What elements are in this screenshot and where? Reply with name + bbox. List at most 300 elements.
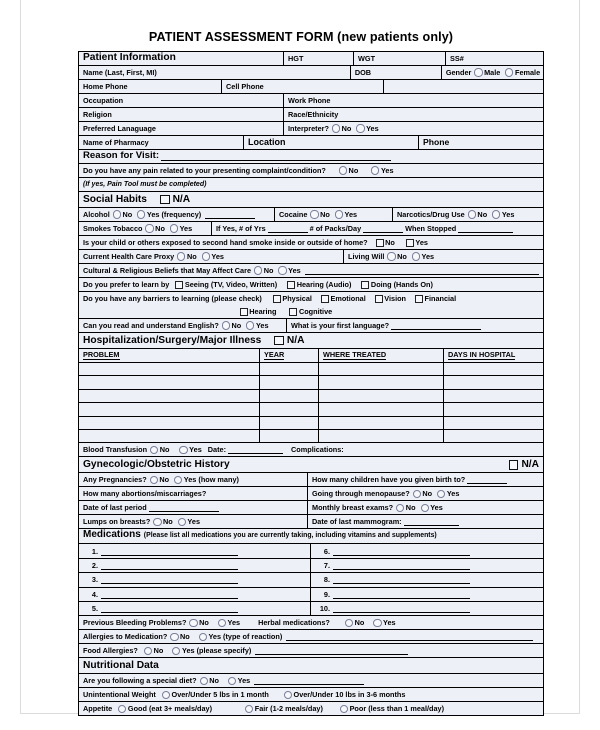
- breast-exams-field: [308, 501, 543, 514]
- cell-days[interactable]: [444, 390, 543, 402]
- cocaine-option-yes[interactable]: Yes: [332, 210, 357, 218]
- allergies-reaction-input[interactable]: [286, 632, 533, 641]
- radio-icon[interactable]: [437, 490, 445, 498]
- cell-days[interactable]: [444, 363, 543, 375]
- proxy-living-will-row: [79, 250, 543, 264]
- first-language-field: [287, 319, 543, 332]
- alcohol-option-yes[interactable]: Yes (frequency): [134, 210, 201, 218]
- medication-entry-5[interactable]: 5.: [79, 602, 311, 615]
- medication-input[interactable]: [101, 604, 238, 613]
- bleeding-label: Previous Bleeding Problems?: [83, 617, 187, 627]
- transfusion-date-input[interactable]: [228, 445, 283, 454]
- unintentional-weight-field: [79, 688, 543, 701]
- abortions-menopause-row: [79, 487, 543, 501]
- medication-entry-8[interactable]: 8.: [311, 573, 543, 586]
- barriers-row-2: [79, 305, 543, 319]
- cell-year[interactable]: [260, 363, 319, 375]
- wgt-field[interactable]: [354, 52, 446, 65]
- food-allergies-field: [79, 644, 543, 657]
- narcotics-option-no[interactable]: No: [465, 210, 487, 218]
- children-input[interactable]: [467, 475, 507, 484]
- radio-icon[interactable]: [218, 619, 226, 627]
- cell-days[interactable]: [444, 417, 543, 429]
- allergies-option-no[interactable]: No: [167, 633, 189, 641]
- medication-input[interactable]: [333, 604, 470, 613]
- alcohol-option-no[interactable]: No: [110, 210, 132, 218]
- table-row[interactable]: [79, 390, 543, 403]
- allergies-option-yes[interactable]: Yes (type of reaction): [196, 633, 283, 641]
- checkbox-icon[interactable]: [175, 281, 183, 289]
- name-field[interactable]: [79, 66, 351, 79]
- table-row[interactable]: [79, 417, 543, 430]
- radio-icon[interactable]: [150, 476, 158, 484]
- special-diet-field: [79, 674, 543, 687]
- section-title-patient-information: Patient Information: [79, 52, 284, 65]
- radio-icon[interactable]: [245, 705, 253, 713]
- radio-icon[interactable]: [492, 210, 500, 218]
- radio-icon[interactable]: [421, 504, 429, 512]
- living-will-option-no[interactable]: No: [384, 252, 406, 260]
- radio-icon[interactable]: [310, 210, 318, 218]
- pregnancies-option-no[interactable]: No: [147, 476, 169, 484]
- pregnancies-label: Any Pregnancies?: [83, 475, 147, 485]
- weight-label: Unintentional Weight: [83, 689, 156, 699]
- checkbox-icon[interactable]: [273, 295, 281, 303]
- living-will-field: [344, 250, 543, 263]
- section-title-nutritional: Nutritional Data: [83, 660, 159, 672]
- radio-icon[interactable]: [246, 321, 254, 329]
- appetite-option-poor[interactable]: Poor (less than 1 meal/day): [337, 705, 444, 713]
- radio-icon[interactable]: [174, 476, 182, 484]
- tobacco-option-yes[interactable]: Yes: [167, 224, 192, 232]
- beliefs-option-no[interactable]: No: [251, 266, 273, 274]
- breast-exams-option-yes[interactable]: Yes: [418, 504, 443, 512]
- table-row[interactable]: [79, 363, 543, 376]
- cell-where-treated[interactable]: [319, 417, 444, 429]
- radio-icon[interactable]: [137, 210, 145, 218]
- pain-option-no[interactable]: No: [336, 166, 358, 174]
- pain-question-field: [79, 164, 543, 177]
- barrier-option-cognitive[interactable]: Cognitive: [286, 308, 332, 316]
- health-care-proxy-field: [79, 250, 344, 263]
- english-language-row: [79, 319, 543, 333]
- cell-problem[interactable]: [79, 363, 260, 375]
- hgt-field[interactable]: [284, 52, 354, 65]
- barrier-option-vision[interactable]: Vision: [372, 295, 406, 303]
- tobacco-detail-field: [212, 222, 543, 235]
- mammogram-field: [308, 515, 543, 528]
- second-hand-smoke-label: Is your child or others exposed to second hand smoke inside or outside of home?: [83, 237, 368, 247]
- lumps-field: [79, 515, 308, 528]
- radio-icon[interactable]: [332, 124, 340, 132]
- proxy-option-yes[interactable]: Yes: [199, 252, 224, 260]
- food-allergies-option-no[interactable]: No: [141, 647, 163, 655]
- checkbox-icon[interactable]: [415, 295, 423, 303]
- learn-option-hearing[interactable]: Hearing (Audio): [284, 281, 351, 289]
- radio-icon[interactable]: [150, 446, 158, 454]
- breast-exams-label: Monthly breast exams?: [312, 503, 394, 513]
- radio-icon[interactable]: [396, 504, 404, 512]
- cell-phone-field[interactable]: [222, 80, 384, 93]
- cocaine-field: [275, 208, 393, 221]
- reason-for-visit-row: [79, 150, 543, 164]
- blood-transfusion-label: Blood Transfusion: [83, 445, 148, 455]
- medication-row-5: [79, 602, 543, 616]
- medication-input[interactable]: [101, 575, 238, 584]
- bleeding-herbal-row: [79, 616, 543, 630]
- home-phone-label: Home Phone: [83, 81, 128, 91]
- bleeding-herbal-field: [79, 616, 543, 629]
- mammogram-input[interactable]: [404, 517, 459, 526]
- lumps-option-yes[interactable]: Yes: [175, 518, 200, 526]
- allergies-label: Allergies to Medication?: [83, 631, 168, 641]
- children-label: How many children have you given birth to?: [312, 475, 466, 485]
- cell-where-treated[interactable]: [319, 376, 444, 388]
- last-period-label: Date of last period: [83, 503, 147, 513]
- cell-problem[interactable]: [79, 403, 260, 415]
- alcohol-row: [79, 208, 543, 222]
- packs-per-day-label: # of Packs/Day: [309, 223, 362, 233]
- gynecologic-header-row: [79, 457, 543, 473]
- pain-question-row: [79, 164, 543, 178]
- name-label: Name (Last, First, MI): [83, 67, 157, 77]
- radio-icon[interactable]: [170, 224, 178, 232]
- pain-option-yes[interactable]: Yes: [368, 166, 393, 174]
- barrier-option-physical[interactable]: Physical: [270, 295, 312, 303]
- radio-icon[interactable]: [228, 677, 236, 685]
- last-period-input[interactable]: [149, 503, 219, 512]
- radio-icon[interactable]: [144, 647, 152, 655]
- medication-input[interactable]: [333, 547, 470, 556]
- radio-icon[interactable]: [335, 210, 343, 218]
- packs-per-day-input[interactable]: [363, 224, 403, 233]
- checkbox-icon[interactable]: [289, 308, 297, 316]
- reason-for-visit-input[interactable]: [161, 152, 391, 161]
- unintentional-weight-row: [79, 688, 543, 702]
- medication-entry-9[interactable]: 9.: [311, 588, 543, 601]
- cell-year[interactable]: [260, 376, 319, 388]
- bleeding-option-no[interactable]: No: [186, 619, 208, 627]
- learn-option-doing[interactable]: Doing (Hands On): [358, 281, 433, 289]
- medication-allergies-row: [79, 630, 543, 644]
- radio-icon[interactable]: [505, 68, 513, 76]
- cell-problem[interactable]: [79, 430, 260, 442]
- transfusion-option-yes[interactable]: Yes: [176, 446, 201, 454]
- complications-label: Complications:: [291, 445, 344, 455]
- cell-problem[interactable]: [79, 376, 260, 388]
- interpreter-option-no[interactable]: No: [329, 124, 351, 132]
- pharmacy-phone-field[interactable]: [419, 136, 543, 149]
- when-stopped-input[interactable]: [458, 224, 513, 233]
- radio-icon[interactable]: [254, 266, 262, 274]
- column-header-year: YEAR: [260, 349, 319, 362]
- table-row[interactable]: [79, 430, 543, 443]
- beliefs-field: [79, 264, 543, 277]
- hospitalization-header-row: [79, 333, 543, 349]
- pharmacy-field[interactable]: [79, 136, 244, 149]
- learn-option-seeing[interactable]: Seeing (TV, Video, Written): [172, 281, 277, 289]
- medication-allergies-field: [79, 630, 543, 643]
- social-habits-na-checkbox[interactable]: N/A: [157, 194, 190, 205]
- radio-icon[interactable]: [339, 166, 347, 174]
- living-will-label: Living Will: [348, 251, 385, 261]
- hospitalization-na-checkbox[interactable]: N/A: [271, 335, 304, 346]
- pain-note: (If yes, Pain Tool must be completed): [83, 180, 207, 188]
- barrier-option-financial[interactable]: Financial: [412, 295, 456, 303]
- checkbox-icon[interactable]: [376, 239, 384, 247]
- medications-header-row: [79, 529, 543, 544]
- hospitalization-table-header: [79, 349, 543, 363]
- medication-entry-2[interactable]: 2.: [79, 559, 311, 572]
- cell-days[interactable]: [444, 430, 543, 442]
- medication-row-3: [79, 573, 543, 587]
- medication-entry-10[interactable]: 10.: [311, 602, 543, 615]
- radio-icon[interactable]: [373, 619, 381, 627]
- english-label: Can you read and understand English?: [83, 320, 219, 330]
- beliefs-option-yes[interactable]: Yes: [275, 266, 300, 274]
- checkbox-icon[interactable]: [321, 295, 329, 303]
- nutritional-header-row: [79, 658, 543, 674]
- menopause-option-no[interactable]: No: [410, 490, 432, 498]
- medication-entry-3[interactable]: 3.: [79, 573, 311, 586]
- second-hand-option-no[interactable]: No: [373, 239, 395, 247]
- interpreter-label: Interpreter?: [288, 123, 329, 133]
- alcohol-frequency-input[interactable]: [205, 210, 255, 219]
- medication-input[interactable]: [101, 561, 238, 570]
- radio-icon[interactable]: [178, 518, 186, 526]
- checkbox-icon[interactable]: [240, 308, 248, 316]
- cell-where-treated[interactable]: [319, 390, 444, 402]
- diet-option-no[interactable]: No: [197, 677, 219, 685]
- checkbox-icon[interactable]: [375, 295, 383, 303]
- religion-label: Religion: [83, 109, 112, 119]
- english-option-no[interactable]: No: [219, 321, 241, 329]
- english-option-yes[interactable]: Yes: [243, 321, 268, 329]
- radio-icon[interactable]: [371, 166, 379, 174]
- checkbox-icon[interactable]: [509, 460, 519, 470]
- reason-for-visit-field[interactable]: [79, 150, 543, 163]
- radio-icon[interactable]: [177, 252, 185, 260]
- pain-question-label: Do you have any pain related to your presenting complaint/condition?: [83, 165, 326, 175]
- medication-row-4: [79, 588, 543, 602]
- medication-input[interactable]: [333, 561, 470, 570]
- radio-icon[interactable]: [118, 705, 126, 713]
- gynecologic-na-checkbox[interactable]: N/A: [506, 459, 539, 470]
- diet-option-yes[interactable]: Yes: [225, 677, 250, 685]
- narcotics-label: Narcotics/Drug Use: [397, 209, 465, 219]
- radio-icon[interactable]: [153, 518, 161, 526]
- hgt-label: HGT: [288, 53, 304, 63]
- cell-year[interactable]: [260, 430, 319, 442]
- menopause-field: [308, 487, 543, 500]
- work-phone-field[interactable]: [284, 94, 543, 107]
- medication-input[interactable]: [101, 547, 238, 556]
- mammogram-label: Date of last mammogram:: [312, 517, 402, 527]
- religion-row: [79, 108, 543, 122]
- food-allergies-option-yes[interactable]: Yes (please specify): [169, 647, 251, 655]
- cell-where-treated[interactable]: [319, 403, 444, 415]
- herbal-option-no[interactable]: No: [342, 619, 364, 627]
- appetite-option-fair[interactable]: Fair (1-2 meals/day): [242, 705, 323, 713]
- preferred-language-field[interactable]: [79, 122, 284, 135]
- first-language-input[interactable]: [391, 321, 481, 330]
- radio-icon[interactable]: [222, 321, 230, 329]
- gender-option-female[interactable]: Female: [502, 68, 540, 76]
- medication-input[interactable]: [333, 590, 470, 599]
- living-will-option-yes[interactable]: Yes: [409, 252, 434, 260]
- table-row[interactable]: [79, 403, 543, 416]
- medication-entry-4[interactable]: 4.: [79, 588, 311, 601]
- tobacco-option-no[interactable]: No: [142, 224, 164, 232]
- medication-entry-7[interactable]: 7.: [311, 559, 543, 572]
- reason-for-visit-label: Reason for Visit:: [83, 150, 160, 162]
- radio-icon[interactable]: [202, 252, 210, 260]
- blood-transfusion-row: [79, 443, 543, 457]
- cell-problem[interactable]: [79, 417, 260, 429]
- radio-icon[interactable]: [113, 210, 121, 218]
- cocaine-label: Cocaine: [279, 209, 308, 219]
- bleeding-option-yes[interactable]: Yes: [215, 619, 240, 627]
- radio-icon[interactable]: [199, 633, 207, 641]
- column-header-days-in-hospital: DAYS IN HOSPITAL: [448, 350, 516, 360]
- location-label: Location: [248, 136, 286, 147]
- appetite-option-good[interactable]: Good (eat 3+ meals/day): [115, 705, 212, 713]
- tobacco-row: [79, 222, 543, 236]
- radio-icon[interactable]: [413, 490, 421, 498]
- ssn-field[interactable]: [446, 52, 543, 65]
- cell-where-treated[interactable]: [319, 430, 444, 442]
- medication-entry-6[interactable]: 6.: [311, 544, 543, 557]
- herbal-option-yes[interactable]: Yes: [370, 619, 395, 627]
- medication-row-2: [79, 559, 543, 573]
- radio-icon[interactable]: [179, 446, 187, 454]
- cell-problem[interactable]: [79, 390, 260, 402]
- radio-icon[interactable]: [356, 124, 364, 132]
- radio-icon[interactable]: [387, 252, 395, 260]
- weight-option-5lbs[interactable]: Over/Under 5 lbs in 1 month: [159, 691, 269, 699]
- tobacco-years-input[interactable]: [268, 224, 308, 233]
- radio-icon[interactable]: [189, 619, 197, 627]
- beliefs-input[interactable]: [305, 266, 539, 275]
- cell-year[interactable]: [260, 390, 319, 402]
- children-field: [308, 473, 543, 486]
- cell-year[interactable]: [260, 403, 319, 415]
- radio-icon[interactable]: [468, 210, 476, 218]
- when-stopped-label: When Stopped: [405, 223, 457, 233]
- checkbox-icon[interactable]: [287, 281, 295, 289]
- barriers-label: Do you have any barriers to learning (please check): [83, 293, 262, 303]
- cocaine-option-no[interactable]: No: [307, 210, 329, 218]
- dob-field[interactable]: [351, 66, 442, 79]
- special-diet-input[interactable]: [254, 676, 364, 685]
- english-field: [79, 319, 287, 332]
- proxy-option-no[interactable]: No: [174, 252, 196, 260]
- special-diet-label: Are you following a special diet?: [83, 675, 197, 685]
- barriers-row-1: [79, 292, 543, 305]
- cell-days[interactable]: [444, 376, 543, 388]
- lumps-option-no[interactable]: No: [150, 518, 172, 526]
- barrier-option-emotional[interactable]: Emotional: [318, 295, 366, 303]
- learning-preference-row: [79, 278, 543, 292]
- abortions-field[interactable]: [79, 487, 308, 500]
- lumps-mammogram-row: [79, 515, 543, 529]
- learning-preference-field: [79, 278, 543, 291]
- radio-icon[interactable]: [200, 677, 208, 685]
- interpreter-option-yes[interactable]: Yes: [353, 124, 378, 132]
- radio-icon[interactable]: [340, 705, 348, 713]
- work-phone-label: Work Phone: [288, 95, 331, 105]
- pharmacy-row: [79, 136, 543, 150]
- page-sheet: [20, 0, 580, 714]
- table-row[interactable]: [79, 376, 543, 389]
- language-row: [79, 122, 543, 136]
- alcohol-field: [79, 208, 275, 221]
- radio-icon[interactable]: [278, 266, 286, 274]
- appetite-field: [79, 702, 543, 715]
- wgt-label: WGT: [358, 53, 376, 63]
- cell-where-treated[interactable]: [319, 363, 444, 375]
- medications-note: (Please list all medications you are currently taking, including vitamins and supplements): [143, 532, 437, 540]
- menopause-option-yes[interactable]: Yes: [434, 490, 459, 498]
- section-title-hospitalization: Hospitalization/Surgery/Major Illness N/A: [83, 335, 305, 346]
- transfusion-date-label: Date:: [207, 445, 227, 455]
- second-hand-option-yes[interactable]: Yes: [403, 239, 428, 247]
- radio-icon[interactable]: [172, 647, 180, 655]
- narcotics-option-yes[interactable]: Yes: [489, 210, 514, 218]
- pregnancies-option-yes[interactable]: Yes (how many): [171, 476, 239, 484]
- breast-exams-option-no[interactable]: No: [393, 504, 415, 512]
- radio-icon[interactable]: [145, 224, 153, 232]
- food-allergies-input[interactable]: [255, 646, 408, 655]
- last-period-field: [79, 501, 308, 514]
- radio-icon[interactable]: [284, 691, 292, 699]
- phones-row-spacer: [384, 80, 543, 93]
- gender-label: Gender: [445, 67, 472, 77]
- cell-year[interactable]: [260, 417, 319, 429]
- tobacco-field: [79, 222, 212, 235]
- section-title-social-habits: Social Habits N/A: [83, 194, 191, 205]
- radio-icon[interactable]: [474, 68, 482, 76]
- pharmacy-location-field[interactable]: [244, 136, 419, 149]
- cell-days[interactable]: [444, 403, 543, 415]
- medication-input[interactable]: [101, 590, 238, 599]
- checkbox-icon[interactable]: [274, 336, 284, 346]
- home-phone-field[interactable]: [79, 80, 222, 93]
- column-header-problem: PROBLEM: [79, 349, 260, 362]
- checkbox-icon[interactable]: [406, 239, 414, 247]
- first-language-label: What is your first language?: [291, 320, 390, 330]
- checkbox-icon[interactable]: [160, 195, 170, 205]
- radio-icon[interactable]: [170, 633, 178, 641]
- gender-option-male[interactable]: Male: [471, 68, 500, 76]
- pregnancies-field: [79, 473, 308, 486]
- dob-label: DOB: [354, 67, 372, 77]
- radio-icon[interactable]: [412, 252, 420, 260]
- barrier-option-hearing[interactable]: Hearing: [237, 308, 277, 316]
- occupation-row: [79, 94, 543, 108]
- medication-input[interactable]: [333, 575, 470, 584]
- religion-field[interactable]: [79, 108, 284, 121]
- race-ethnicity-field[interactable]: [284, 108, 543, 121]
- medication-entry-1[interactable]: 1.: [79, 544, 311, 557]
- occupation-field[interactable]: [79, 94, 284, 107]
- transfusion-option-no[interactable]: No: [147, 446, 169, 454]
- weight-option-10lbs[interactable]: Over/Under 10 lbs in 3-6 months: [281, 691, 406, 699]
- radio-icon[interactable]: [345, 619, 353, 627]
- second-hand-smoke-field: [79, 236, 543, 249]
- radio-icon[interactable]: [162, 691, 170, 699]
- checkbox-icon[interactable]: [361, 281, 369, 289]
